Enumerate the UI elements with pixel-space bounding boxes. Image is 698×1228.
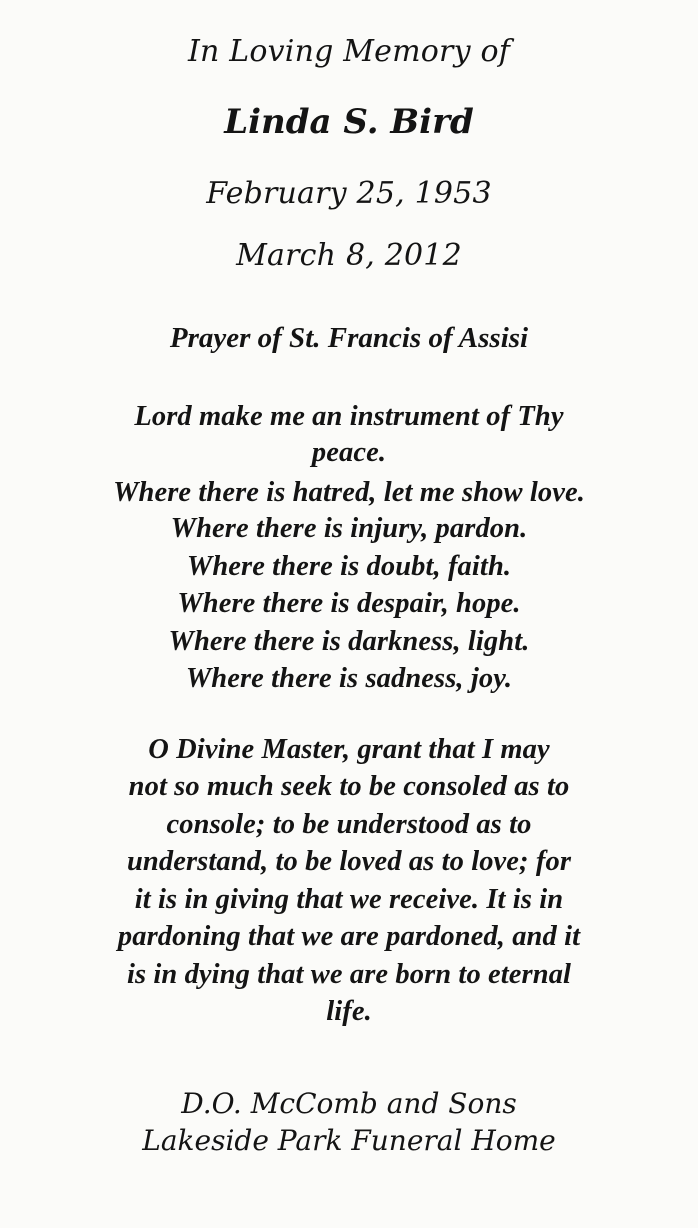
prayer-line: O Divine Master, grant that I may (148, 734, 550, 765)
memorial-intro: In Loving Memory of (187, 34, 511, 69)
birth-date: February 25, 1953 (206, 176, 492, 211)
prayer-line: console; to be understood as to (166, 809, 532, 840)
prayer-line: Where there is sadness, joy. (185, 663, 513, 694)
death-date: March 8, 2012 (236, 238, 462, 273)
deceased-name: Linda S. Bird (224, 102, 474, 142)
prayer-line: Where there is doubt, faith. (186, 551, 512, 582)
prayer-line: life. (326, 996, 372, 1027)
prayer-line: Where there is despair, hope. (177, 588, 521, 619)
prayer-line: it is in giving that we receive. It is in (134, 884, 564, 915)
funeral-home-owner: D.O. McComb and Sons (181, 1087, 517, 1120)
prayer-line: peace. (311, 437, 387, 468)
prayer-line: Where there is darkness, light. (168, 626, 530, 657)
funeral-home-name: Lakeside Park Funeral Home (142, 1124, 556, 1157)
prayer-line: understand, to be loved as to love; for (126, 846, 572, 877)
prayer-line: Where there is injury, pardon. (170, 513, 528, 544)
prayer-line: is in dying that we are born to eternal (126, 959, 572, 990)
prayer-title: Prayer of St. Francis of Assisi (169, 322, 529, 354)
prayer-line: Where there is hatred, let me show love. (113, 477, 585, 508)
prayer-line: pardoning that we are pardoned, and it (117, 921, 581, 952)
prayer-line: not so much seek to be consoled as to (128, 771, 570, 802)
prayer-line: Lord make me an instrument of Thy (134, 401, 564, 432)
